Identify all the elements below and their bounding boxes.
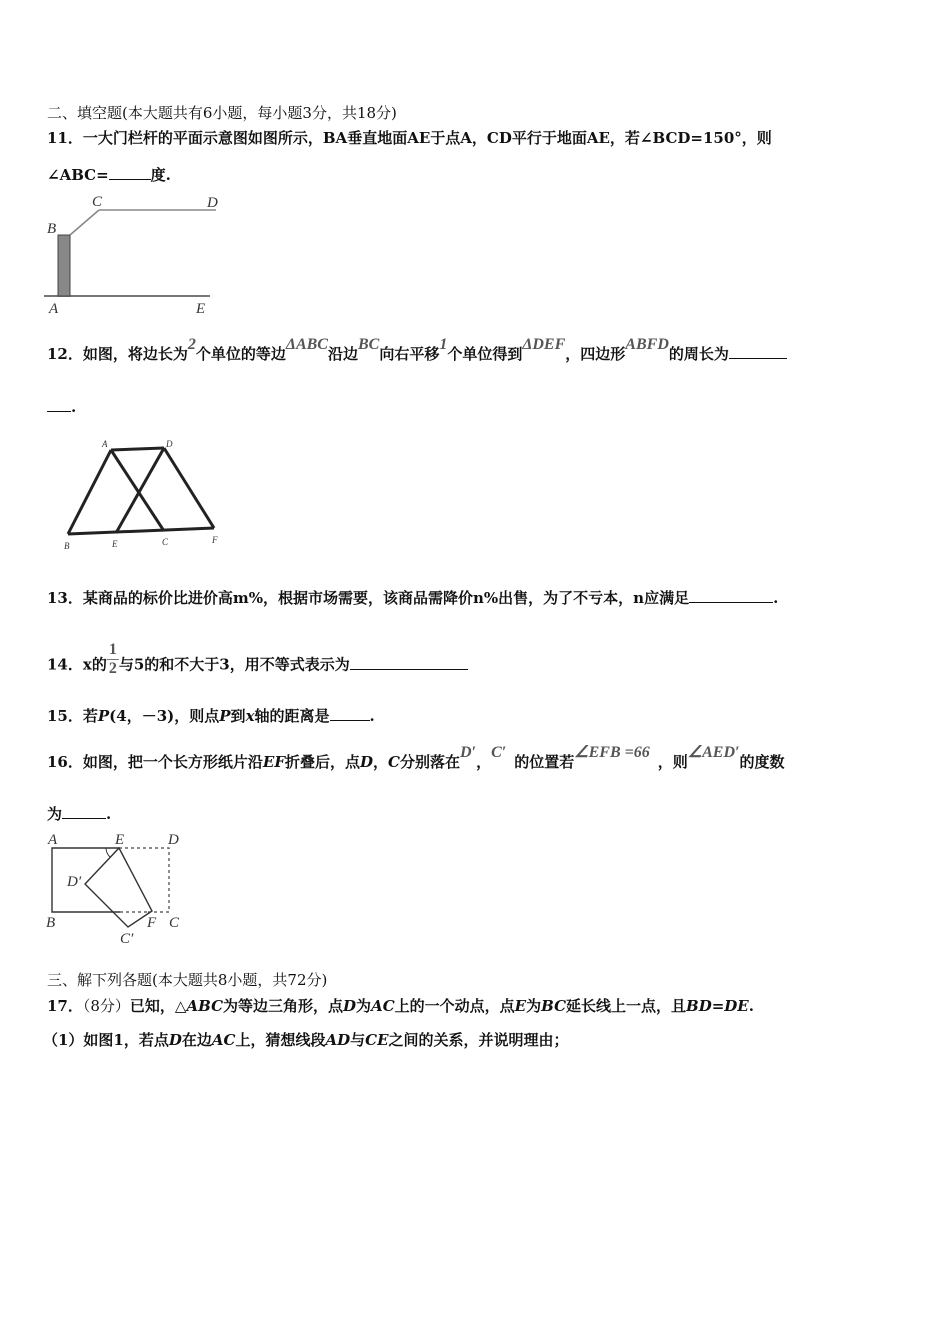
question-number: 12．	[47, 345, 83, 363]
question-text: 沿边	[327, 345, 358, 363]
question-11-line-1	[47, 128, 772, 148]
question-17-line-1	[47, 996, 754, 1016]
point-p: P	[97, 707, 110, 725]
line-AD	[111, 448, 164, 450]
section-3-heading: 三、解下列各题(本大题共8小题，共72分)	[47, 971, 328, 989]
question-text: ，	[373, 753, 389, 771]
question-text: .	[106, 805, 112, 823]
label-C: C	[92, 194, 103, 210]
question-text: 分别落在	[399, 753, 460, 771]
question-text: .	[748, 997, 754, 1015]
label-D: D	[166, 439, 173, 449]
point-p: P	[219, 707, 231, 725]
label-B: B	[46, 915, 56, 931]
segment-bd: BD	[686, 997, 712, 1015]
question-12-line-2	[47, 397, 76, 417]
line-AB	[68, 450, 111, 534]
fraction-numerator: 1	[108, 641, 117, 658]
q16-folded-rectangle-figure	[44, 828, 189, 946]
answer-blank[interactable]	[729, 344, 787, 359]
question-text: 轴的距离是	[254, 707, 330, 725]
question-text: ，则	[657, 753, 688, 771]
label-F: F	[212, 535, 218, 545]
math-2: 2	[187, 336, 196, 353]
question-text: 如图，将边长为	[82, 345, 188, 363]
label-A: A	[102, 439, 108, 449]
math-bc: BC	[357, 336, 380, 353]
section-2-heading: 二、填空题(本大题共有6小题，每小题3分，共18分)	[47, 104, 397, 122]
question-number: 17．	[47, 997, 83, 1015]
coordinates: (4，－3)	[109, 707, 175, 725]
segment-ad: AD	[325, 1031, 351, 1049]
folded-flap	[85, 848, 152, 927]
segment-ac: AC	[371, 997, 395, 1015]
question-16-line-1	[47, 744, 785, 773]
question-text: x的	[82, 655, 107, 674]
question-14	[47, 641, 468, 684]
segment-de: DE	[724, 997, 749, 1015]
question-text: 如图，把一个长方形纸片沿	[82, 753, 263, 771]
point-c: C	[388, 753, 400, 771]
point-d: D	[343, 997, 357, 1015]
label-A: A	[49, 301, 59, 317]
segment-bc: BC	[541, 997, 567, 1015]
question-text: 上的一个动点，点	[394, 997, 515, 1015]
question-text: 一大门栏杆的平面示意图如图所示，BA垂直地面AE于点A，CD平行于地面AE，若∠BCD=150°，则	[82, 129, 772, 147]
point-d: D	[360, 753, 374, 771]
label-E: E	[196, 301, 206, 317]
rectangle-folded-part-dashed	[119, 848, 169, 912]
label-D: D	[207, 195, 218, 211]
point-d: D	[168, 1031, 182, 1049]
post-BA	[58, 235, 70, 296]
question-number: 14．	[47, 655, 83, 674]
question-text: 若	[82, 707, 98, 725]
math-triangle-def: ΔDEF	[522, 336, 566, 353]
question-text: ，则点	[174, 707, 220, 725]
label-D-prime: D′	[67, 874, 82, 890]
fraction-one-half	[107, 641, 119, 678]
question-text: （1）如图1，若点	[43, 1031, 169, 1049]
question-text: 若	[559, 753, 575, 771]
axis-x: x	[245, 707, 255, 725]
question-number: 16．	[47, 753, 83, 771]
question-text: 某商品的标价比进价高m%，根据市场需要，该商品需降价n%出售，为了不亏本，n应满足	[82, 589, 690, 607]
question-text: 为等边三角形，点	[223, 997, 344, 1015]
q11-gate-figure	[44, 192, 224, 317]
segment-ac: AC	[211, 1031, 236, 1049]
answer-blank[interactable]	[330, 706, 370, 721]
answer-blank[interactable]	[62, 804, 106, 819]
label-E: E	[115, 832, 125, 848]
label-C-prime: C′	[120, 931, 134, 946]
question-text: 上，猜想线段	[235, 1031, 326, 1049]
question-number: 13．	[47, 589, 83, 607]
question-text: .	[369, 707, 375, 725]
line-BF	[68, 528, 214, 534]
question-points: （8分）	[82, 997, 130, 1015]
question-text: .	[773, 589, 779, 607]
question-text: 与5的和不大于3，用不等式表示为	[118, 655, 350, 674]
question-text: 已知，△	[129, 997, 187, 1015]
math-angle-efb: ∠EFB =66	[574, 744, 650, 761]
question-text: 与	[350, 1031, 366, 1049]
question-text: 在边	[181, 1031, 212, 1049]
question-13	[47, 588, 778, 608]
question-text: 向右平移	[379, 345, 440, 363]
question-text: 个单位得到	[447, 345, 523, 363]
question-number: 11．	[47, 129, 83, 147]
question-text: 为	[526, 997, 542, 1015]
question-text: .	[71, 398, 77, 416]
label-A: A	[48, 832, 58, 848]
question-text: ∠ABC=	[47, 166, 109, 184]
question-text: 的周长为	[668, 345, 729, 363]
math-angle-aed-prime: ∠AED′	[687, 744, 740, 761]
question-text: ，	[476, 753, 492, 771]
question-text: 为	[356, 997, 372, 1015]
math-abfd: ABFD	[625, 336, 669, 353]
question-text: 延长线上一点，且	[566, 997, 687, 1015]
answer-blank[interactable]	[689, 588, 773, 603]
question-text: 到	[230, 707, 246, 725]
label-C: C	[169, 915, 180, 931]
question-number: 15．	[47, 707, 83, 725]
label-F: F	[147, 915, 157, 931]
answer-blank[interactable]	[109, 165, 151, 180]
math-c-prime: C′	[491, 744, 507, 761]
question-text: 之间的关系，并说明理由；	[388, 1031, 569, 1049]
question-text: 的位置	[514, 753, 560, 771]
question-text: 个单位的等边	[195, 345, 286, 363]
question-text: 的度数	[739, 753, 785, 771]
label-D: D	[168, 832, 179, 848]
question-11-line-2	[47, 165, 171, 185]
question-12-line-1	[47, 336, 787, 365]
question-17-part-1	[43, 1030, 569, 1050]
label-E: E	[112, 539, 118, 549]
triangle-abc: ABC	[186, 997, 224, 1015]
segment-ce: CE	[365, 1031, 389, 1049]
question-text: 为	[47, 805, 63, 823]
q12-translation-figure	[60, 438, 225, 553]
question-text: 度.	[150, 166, 171, 184]
bar-BC	[70, 210, 99, 235]
math-d-prime: D′	[460, 744, 477, 761]
question-15	[47, 706, 375, 726]
label-C: C	[162, 537, 169, 547]
label-B: B	[64, 541, 70, 551]
point-e: E	[514, 997, 527, 1015]
line-DF	[164, 448, 214, 528]
question-16-line-2	[47, 804, 111, 824]
label-B: B	[47, 221, 57, 237]
math-1: 1	[439, 336, 448, 353]
angle-mark	[106, 848, 110, 857]
answer-blank[interactable]	[350, 655, 468, 670]
question-text: ，四边形	[565, 345, 626, 363]
segment-ef: EF	[262, 753, 285, 771]
fraction-denominator: 2	[108, 660, 117, 677]
question-text: =	[711, 997, 725, 1015]
question-text: 折叠后，点	[284, 753, 360, 771]
math-triangle-abc: ΔABC	[285, 336, 328, 353]
answer-blank-continued[interactable]	[47, 397, 71, 412]
